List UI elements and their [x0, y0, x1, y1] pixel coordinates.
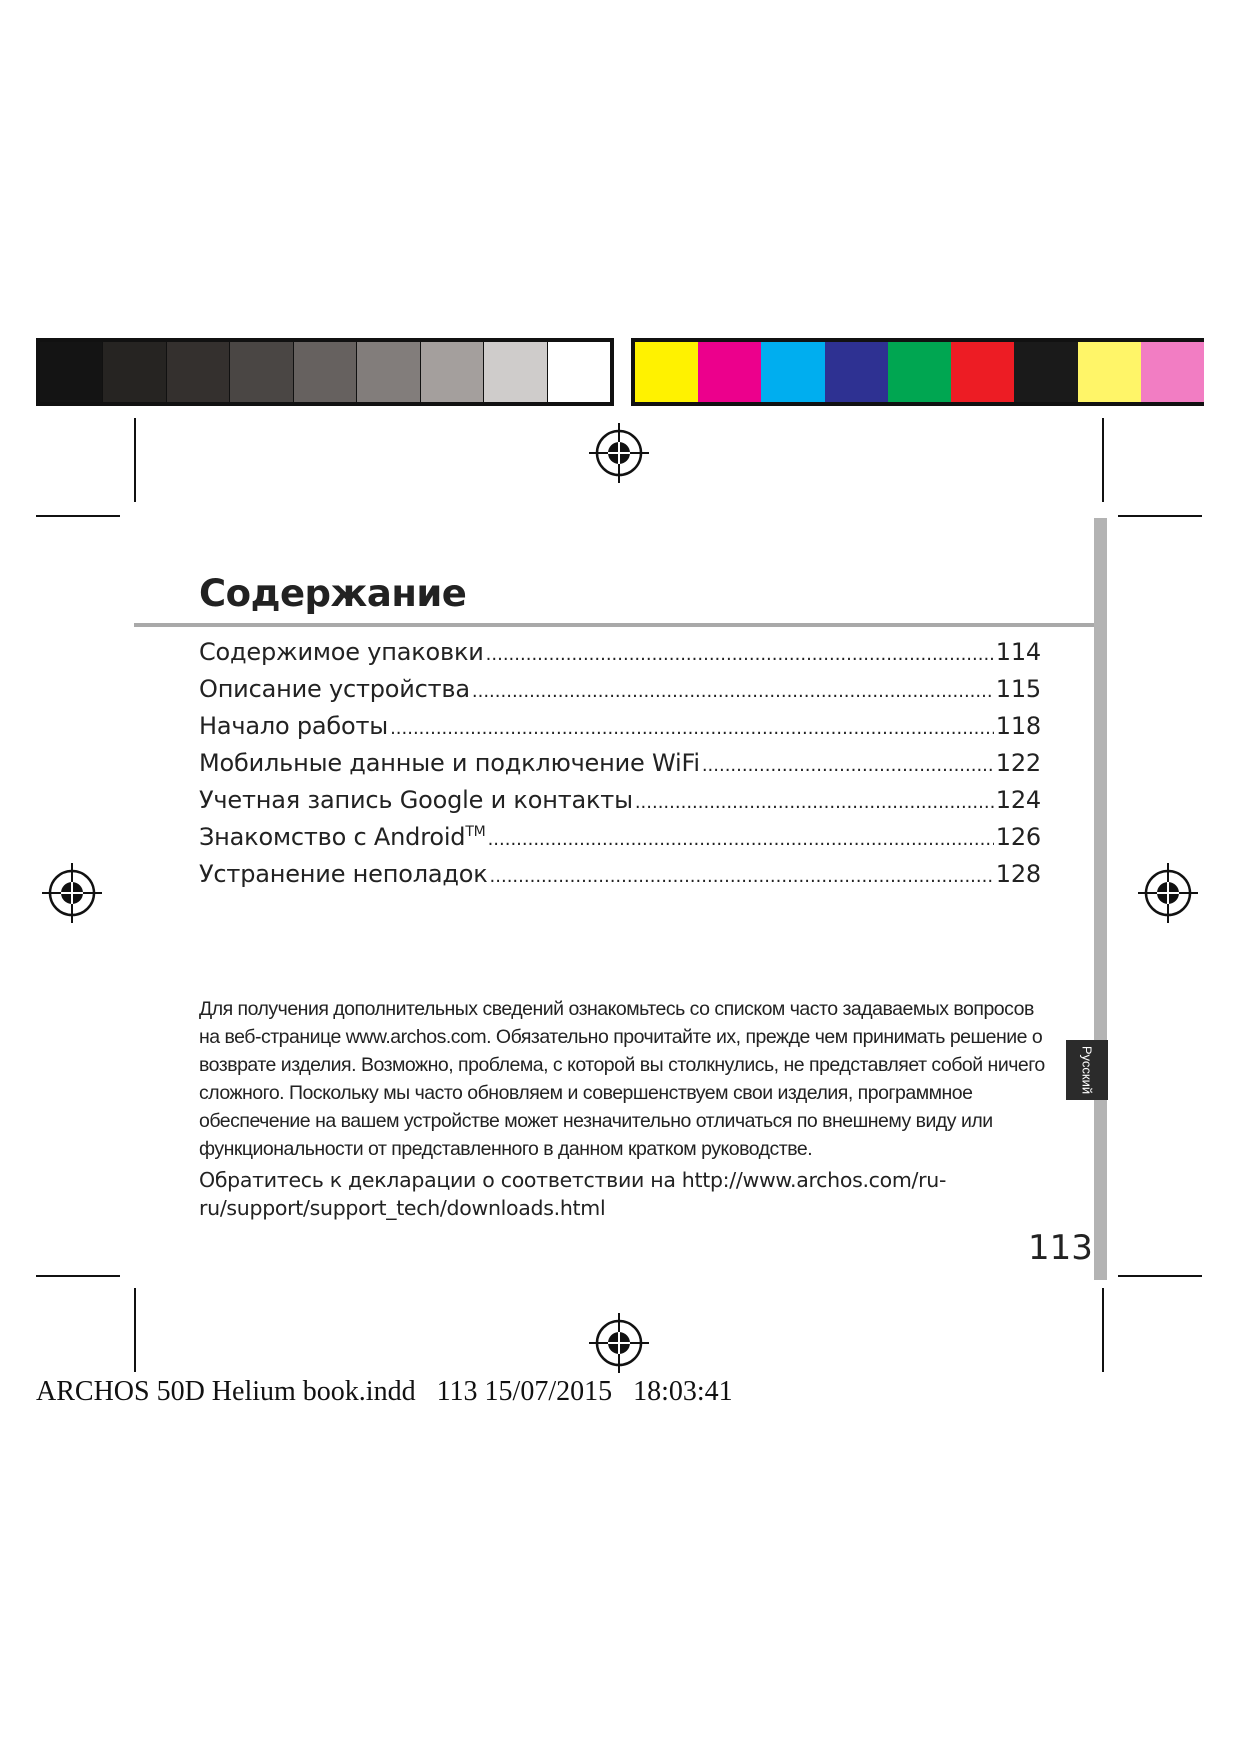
- registration-mark-left-icon: [42, 863, 102, 923]
- declaration-paragraph: Обратитесь к декларации о соответствии на http://www.archos.com/ru-ru/support/support_tech/downloads.html: [199, 1168, 947, 1220]
- toc-leader-dots: [486, 638, 994, 666]
- color-swatch: [951, 342, 1014, 402]
- registration-mark-right-icon: [1138, 863, 1198, 923]
- gray-swatch: [103, 342, 166, 402]
- title-divider: [134, 623, 1094, 627]
- toc-entry[interactable]: [199, 712, 1041, 749]
- color-swatch: [635, 342, 698, 402]
- print-slug-line: ARCHOS 50D Helium book.indd 113 15/07/2015 18:03:41: [36, 1376, 733, 1407]
- crop-mark-top-right-horizontal: [1118, 515, 1202, 517]
- toc-entry-label: Учетная запись Google и контакты: [199, 786, 633, 814]
- language-tab: [1066, 1040, 1108, 1100]
- crop-mark-bottom-right-vertical: [1102, 1288, 1104, 1372]
- toc-entry-label-text: Знакомство с Android: [199, 823, 466, 851]
- color-swatch: [1078, 342, 1141, 402]
- toc-leader-dots: [488, 823, 994, 851]
- toc-entry[interactable]: [199, 823, 1041, 860]
- faq-paragraph: Для получения дополнительных сведений ознакомьтесь со списком часто задаваемых вопросов на веб-странице www.archos.com. Обязательно прочитайте их, прежде чем принимать решение о возврате изделия. Возможно, проблема, с которой вы столкнулись, не представляет собой ничего сложного. Поскольку мы часто обновляем и совершенствуем свои изделия, программное обеспечение на вашем устройстве может незначительно отличаться по внешнему виду или функциональности от представленного в данном кратком руководстве.: [199, 998, 1045, 1160]
- toc-leader-dots: [702, 749, 994, 777]
- toc-leader-dots: [635, 786, 994, 814]
- crop-mark-top-left-horizontal: [36, 515, 120, 517]
- grayscale-color-bar: [36, 338, 614, 406]
- gray-swatch: [230, 342, 293, 402]
- color-swatch: [698, 342, 761, 402]
- toc-leader-dots: [472, 675, 994, 703]
- toc-entry-label: Описание устройства: [199, 675, 470, 703]
- toc-entry-label: Начало работы: [199, 712, 389, 740]
- toc-entry-page: 118: [995, 712, 1041, 740]
- toc-entry[interactable]: [199, 860, 1041, 897]
- toc-entry-page: 128: [995, 860, 1041, 888]
- crop-mark-top-left-vertical: [134, 418, 136, 502]
- color-swatch: [1014, 342, 1077, 402]
- crop-mark-top-right-vertical: [1102, 418, 1104, 502]
- gray-swatch: [548, 342, 610, 402]
- crop-mark-bottom-right-horizontal: [1118, 1275, 1202, 1277]
- gray-swatch: [421, 342, 484, 402]
- registration-mark-bottom-icon: [589, 1313, 649, 1373]
- toc-entry[interactable]: [199, 638, 1041, 675]
- toc-entry[interactable]: [199, 749, 1041, 786]
- gray-swatch: [484, 342, 547, 402]
- toc-entry-label: Содержимое упаковки: [199, 638, 484, 666]
- language-tab-label: Русский: [1079, 1045, 1095, 1095]
- gray-swatch: [357, 342, 420, 402]
- table-of-contents: [199, 638, 1041, 897]
- toc-entry-page: 115: [995, 675, 1041, 703]
- registration-mark-top-icon: [589, 423, 649, 483]
- page-title: Содержание: [199, 572, 467, 615]
- toc-leader-dots: [490, 860, 994, 888]
- crop-mark-bottom-left-vertical: [134, 1288, 136, 1372]
- toc-entry-page: 126: [995, 823, 1041, 851]
- toc-entry-page: 114: [995, 638, 1041, 666]
- toc-leader-dots: [390, 712, 994, 740]
- toc-entry-page: 122: [995, 749, 1041, 777]
- color-swatch: [825, 342, 888, 402]
- gray-swatch: [294, 342, 357, 402]
- toc-entry-label: [199, 823, 486, 851]
- toc-entry-page: 124: [995, 786, 1041, 814]
- trademark-superscript: TM: [465, 824, 486, 840]
- gray-swatch: [167, 342, 230, 402]
- crop-mark-bottom-left-horizontal: [36, 1275, 120, 1277]
- toc-entry[interactable]: [199, 786, 1041, 823]
- toc-entry-label: Мобильные данные и подключение WiFi: [199, 749, 700, 777]
- page-number: 113: [1028, 1228, 1093, 1268]
- toc-entry-label: Устранение неполадок: [199, 860, 488, 888]
- color-swatch: [1141, 342, 1204, 402]
- process-color-bar: [631, 338, 1204, 406]
- color-swatch: [888, 342, 951, 402]
- gray-swatch: [40, 342, 103, 402]
- toc-entry[interactable]: [199, 675, 1041, 712]
- side-bar: [1094, 518, 1107, 1280]
- color-swatch: [761, 342, 824, 402]
